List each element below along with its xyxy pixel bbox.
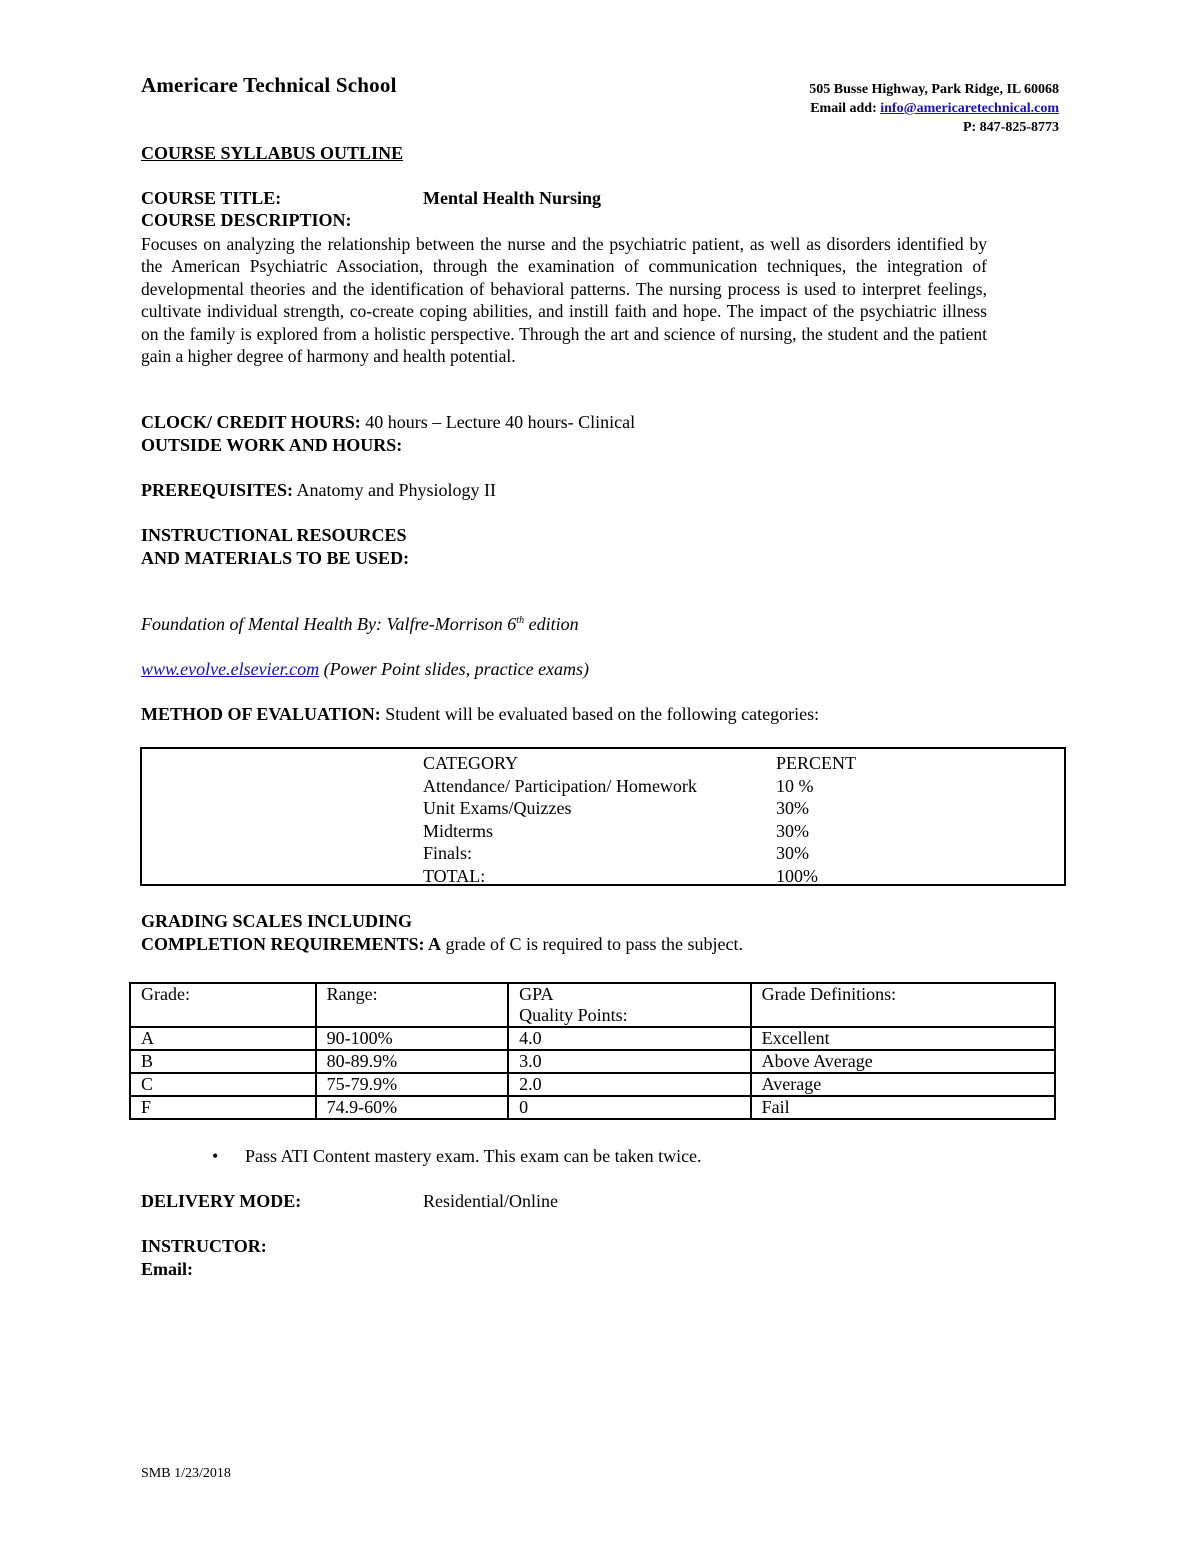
table-row <box>130 1027 1055 1050</box>
evaluation-header-percent: PERCENT <box>776 753 857 773</box>
course-title-label: COURSE TITLE: <box>141 188 282 208</box>
evaluation-row <box>142 821 1064 844</box>
evaluation-value: Student will be evaluated based on the following categories: <box>380 704 820 724</box>
course-description: Focuses on analyzing the relationship between the nurse and the psychiatric patient, as well as disorders identified by the American Psychiatric Association, through the examination of communication techniques, the integration of developmental theories and the identification of behavioral patterns. The nursing process is used to interpret feelings, cultivate individual strength, co-create coping abilities, and instill faith and hope. The impact of the psychiatric illness on the family is explored from a holistic perspective. Through the art and science of nursing, the student and the patient gain a higher degree of harmony and health potential. <box>141 234 987 367</box>
prereq-value: Anatomy and Physiology II <box>293 480 497 500</box>
range-cell: 74.9-60% <box>316 1096 509 1119</box>
grade-cell: C <box>130 1073 316 1096</box>
grading-header-range: Range: <box>316 983 509 1027</box>
evaluation-percent: 30% <box>776 821 809 841</box>
address: 505 Busse Highway, Park Ridge, IL 60068 <box>809 82 1059 97</box>
definition-cell: Average <box>751 1073 1055 1096</box>
grade-cell: B <box>130 1050 316 1073</box>
textbook-suffix: edition <box>524 614 579 634</box>
email-label: Email add: <box>810 101 881 116</box>
table-row <box>130 1096 1055 1119</box>
definition-cell: Excellent <box>751 1027 1055 1050</box>
grading-label-2: COMPLETION REQUIREMENTS: <box>141 934 425 954</box>
definition-cell: Above Average <box>751 1050 1055 1073</box>
evaluation-label: METHOD OF EVALUATION: <box>141 704 381 724</box>
grade-cell: F <box>130 1096 316 1119</box>
clock-label: CLOCK/ CREDIT HOURS: <box>141 412 361 432</box>
email-line <box>809 99 1059 118</box>
outside-work-label: OUTSIDE WORK AND HOURS: <box>141 435 403 455</box>
school-name: Americare Technical School <box>141 73 397 97</box>
grading-label-a: A <box>424 934 442 954</box>
evaluation-percent: 30% <box>776 798 809 818</box>
evaluation-percent: 100% <box>776 866 818 886</box>
grade-cell: A <box>130 1027 316 1050</box>
gpa-cell: 2.0 <box>508 1073 750 1096</box>
textbook-title: Foundation of Mental Health By: Valfre-Morrison 6 <box>141 614 517 634</box>
evaluation-row <box>142 843 1064 866</box>
course-description-label: COURSE DESCRIPTION: <box>141 210 352 230</box>
bullet-icon: • <box>212 1146 219 1166</box>
textbook <box>141 614 579 635</box>
outline-title: COURSE SYLLABUS OUTLINE <box>141 143 404 163</box>
grading-requirement <box>141 934 743 955</box>
grading-header-gpa <box>508 983 750 1027</box>
website-line <box>141 659 589 680</box>
evaluation-category: Attendance/ Participation/ Homework <box>423 776 697 796</box>
resources-label-line-1: INSTRUCTIONAL RESOURCES <box>141 525 407 545</box>
evaluation-method <box>141 704 819 725</box>
range-cell: 80-89.9% <box>316 1050 509 1073</box>
evaluation-row <box>142 866 1064 889</box>
phone: P: 847-825-8773 <box>962 120 1059 135</box>
prereq-label: PREREQUISITES: <box>141 480 294 500</box>
evaluation-category: Midterms <box>423 821 493 841</box>
delivery-mode-label: DELIVERY MODE: <box>141 1191 302 1211</box>
course-title-value: Mental Health Nursing <box>423 188 601 208</box>
table-row <box>130 1050 1055 1073</box>
evaluation-table <box>140 747 1066 886</box>
definition-cell: Fail <box>751 1096 1055 1119</box>
instructor-label: INSTRUCTOR: <box>141 1236 267 1256</box>
evaluation-category: Finals: <box>423 843 473 863</box>
grading-header-row <box>130 983 1055 1027</box>
footer-text: SMB 1/23/2018 <box>141 1466 231 1481</box>
clock-hours <box>141 412 635 433</box>
grading-header-definitions: Grade Definitions: <box>751 983 1055 1027</box>
gpa-cell: 4.0 <box>508 1027 750 1050</box>
evaluation-header-row <box>142 753 1064 776</box>
evaluation-category: TOTAL: <box>423 866 486 886</box>
ati-requirement: Pass ATI Content mastery exam. This exam can be taken twice. <box>245 1146 702 1166</box>
grading-label-1: GRADING SCALES INCLUDING <box>141 911 413 931</box>
evaluation-row <box>142 798 1064 821</box>
range-cell: 75-79.9% <box>316 1073 509 1096</box>
grading-requirement-text: grade of C is required to pass the subject. <box>441 934 743 954</box>
evaluation-header-category: CATEGORY <box>423 753 519 773</box>
resources-label-line-2: AND MATERIALS TO BE USED: <box>141 548 410 568</box>
textbook-sup: th <box>516 615 525 626</box>
evaluation-percent: 30% <box>776 843 809 863</box>
grading-header-grade: Grade: <box>130 983 316 1027</box>
website-link[interactable]: www.evolve.elsevier.com <box>141 659 320 679</box>
resources-label <box>141 524 409 570</box>
grading-table <box>129 982 1056 1120</box>
grading-header-gpa-1: GPA <box>519 984 554 1004</box>
website-note: (Power Point slides, practice exams) <box>319 659 590 679</box>
clock-value: 40 hours – Lecture 40 hours- Clinical <box>360 412 636 432</box>
evaluation-percent: 10 % <box>776 776 814 796</box>
table-row <box>130 1073 1055 1096</box>
evaluation-row <box>142 776 1064 799</box>
email-link[interactable]: info@americaretechnical.com <box>880 101 1059 116</box>
prerequisites <box>141 480 496 501</box>
evaluation-category: Unit Exams/Quizzes <box>423 798 572 818</box>
contact-block <box>809 80 1059 137</box>
gpa-cell: 0 <box>508 1096 750 1119</box>
grading-header-gpa-2: Quality Points: <box>519 1005 628 1025</box>
gpa-cell: 3.0 <box>508 1050 750 1073</box>
range-cell: 90-100% <box>316 1027 509 1050</box>
delivery-mode-value: Residential/Online <box>423 1191 558 1211</box>
instructor-email-label: Email: <box>141 1259 193 1279</box>
